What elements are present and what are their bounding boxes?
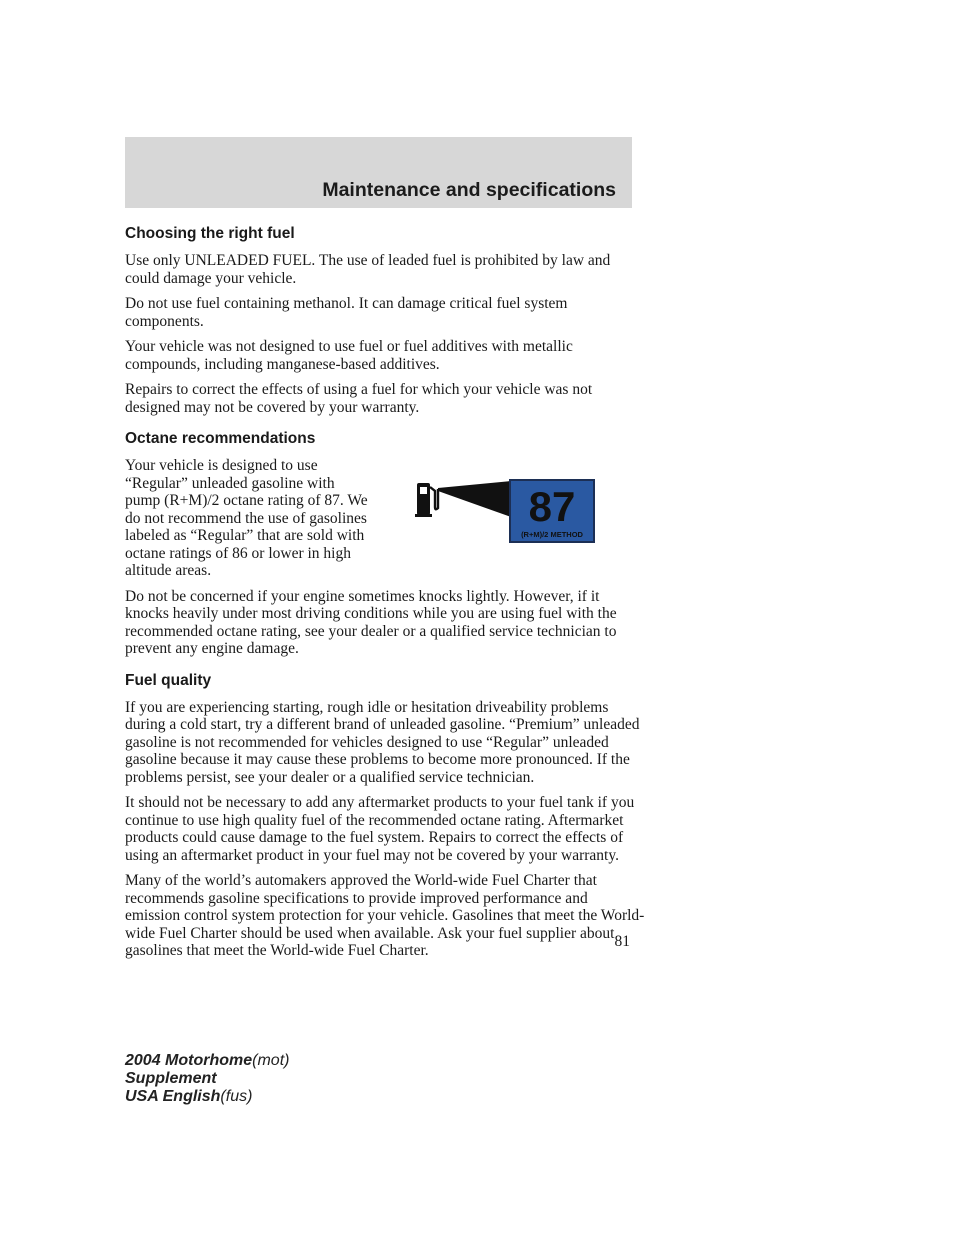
paragraph: Do not use fuel containing methanol. It can damage critical fuel system components. — [125, 295, 568, 330]
footer-subtitle: Supplement — [125, 1070, 217, 1087]
heading-choosing-fuel: Choosing the right fuel — [125, 225, 295, 242]
paragraph: If you are experiencing starting, rough idle or hesitation driveability problems during a cold start, try a different brand of unleaded gasoline. “Premium” unleaded gasoline is not recommended for vehicles designed to use “Regular” unleaded gasoline because it may cause these problems to become more pronounced. If the problems persist, see your dealer or a qualified service technician. — [125, 698, 640, 786]
fuel-pump-icon — [415, 477, 515, 545]
octane-method: (R+M)/2 METHOD — [521, 530, 583, 539]
octane-number: 87 — [528, 483, 576, 530]
octane-block — [125, 457, 645, 580]
section-title: Maintenance and specifications — [322, 179, 616, 201]
footer-title: 2004 Motorhome — [125, 1052, 253, 1069]
paragraph: Your vehicle was not designed to use fuel or fuel additives with metallic compounds, including manganese-based additives. — [125, 338, 573, 373]
page-number: 81 — [614, 933, 630, 950]
paragraph: Your vehicle is designed to use “Regular” unleaded gasoline with pump (R+M)/2 octane rating of 87. We do not recommend the use of gasolines labeled as “Regular” that are sold with octane ratings of 86 or lower in high altitude areas. — [125, 457, 368, 579]
paragraph: Many of the world’s automakers approved the World-wide Fuel Charter that recommends gasoline specifications to provide improved performance and emission control system protection for your vehicle. Gasolines that meet the World-wide Fuel Charter should be used when available. Ask your fuel supplier about gasolines that meet the World-wide Fuel Charter. — [125, 872, 645, 959]
paragraph: Do not be concerned if your engine sometimes knocks lightly. However, if it knocks heavily under most driving conditions while you are using fuel with the recommended octane rating, see your dealer or a qualified service technician to prevent any engine damage. — [125, 587, 617, 657]
footer-code: (mot) — [252, 1052, 290, 1069]
footer — [125, 1052, 289, 1106]
paragraph: Use only UNLEADED FUEL. The use of leaded fuel is prohibited by law and could damage your vehicle. — [125, 252, 611, 287]
octane-rating-figure — [415, 477, 601, 545]
footer-language-code: (fus) — [220, 1088, 253, 1105]
footer-language: USA English — [125, 1088, 221, 1105]
page-content — [125, 224, 645, 968]
heading-octane: Octane recommendations — [125, 430, 316, 447]
paragraph: It should not be necessary to add any aftermarket products to your fuel tank if you continue to use high quality fuel of the recommended octane rating. Aftermarket products could cause damage to the fuel system. Repairs to correct the effects of using an aftermarket product in your fuel may not be covered by your warranty. — [125, 794, 635, 864]
header-band — [125, 137, 632, 208]
heading-fuel-quality: Fuel quality — [125, 671, 212, 689]
paragraph: Repairs to correct the effects of using a fuel for which your vehicle was not designed may not be covered by your warranty. — [125, 381, 593, 416]
octane-label — [509, 479, 595, 543]
